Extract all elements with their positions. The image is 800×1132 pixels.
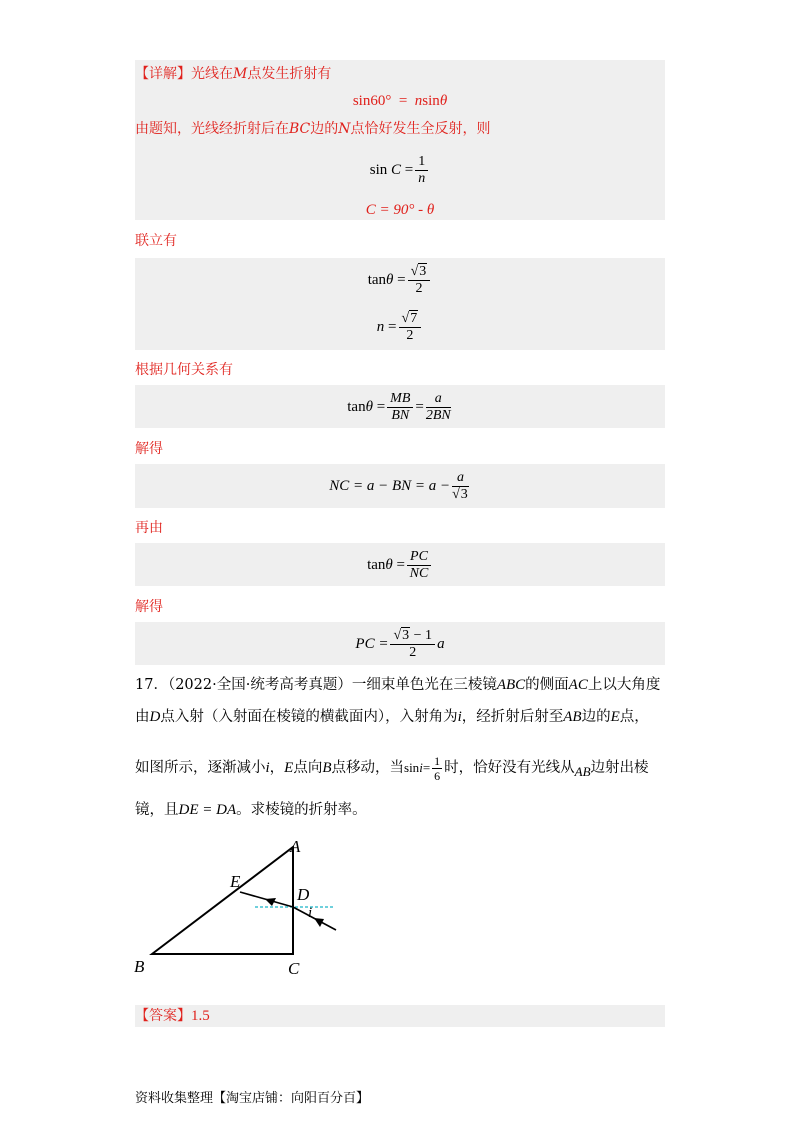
point-e: E (284, 760, 294, 776)
eq6-tan: tan (347, 399, 366, 415)
fraction-one-sixth (432, 754, 442, 783)
q-text: 边的 (581, 709, 611, 725)
q-text: 点入射（入射面在棱镜的横截面内），入射角为 (160, 709, 458, 725)
eq9-left: PC = (355, 636, 389, 652)
eq1-left: sin60° (352, 93, 392, 109)
den: 6 (434, 768, 441, 783)
answer-value: 1.5 (191, 1008, 210, 1024)
eq4-eq: = (397, 272, 406, 288)
side-ac: AC (568, 677, 588, 693)
eq9-den: 2 (409, 645, 417, 661)
eq4-num: 3 (419, 264, 427, 280)
eq6-den1: BN (391, 408, 410, 424)
eq8-eq: = (396, 557, 406, 573)
intro-text: 光线在 (191, 66, 233, 82)
eq6-den2: 2BN (425, 408, 451, 424)
eq1-theta: θ (439, 93, 448, 109)
point-b: B (322, 760, 332, 776)
eq2-num: 1 (415, 154, 428, 171)
footer-note: 资料收集整理【淘宝店铺：向阳百分百】 (135, 1091, 370, 1106)
answer-band (135, 1005, 665, 1027)
equation-critical-angle (135, 150, 665, 190)
equation-tan-pc-nc (135, 545, 665, 585)
label-combine: 联立有 (135, 233, 177, 249)
fraction-pc-value (390, 628, 435, 661)
eq4-theta: θ (386, 272, 394, 288)
fraction-a-over-root3 (452, 470, 469, 503)
q-text: ，经折射后射至 (461, 709, 564, 725)
eq4-den: 2 (415, 281, 423, 297)
eq6-num2: a (426, 391, 451, 408)
angle-i: i (265, 760, 270, 776)
question-17-line-3 (135, 748, 649, 792)
fraction-pc-nc (407, 549, 431, 582)
q-text: 点， (619, 709, 649, 725)
solution-condition (135, 119, 491, 139)
point-n: N (338, 121, 351, 137)
answer-tag: 【答案】 (135, 1008, 191, 1024)
fraction-mb-bn (387, 391, 413, 424)
eq6-eq1: = (376, 399, 386, 415)
q-text: 点向 (293, 760, 323, 776)
eq1-sin: sin (422, 93, 440, 109)
angle-i: i (419, 760, 423, 775)
eq7-num: a (452, 470, 469, 487)
sin: sin (404, 760, 420, 775)
label-a: A (290, 837, 301, 856)
question-17-line-2 (135, 707, 649, 727)
side-ab: AB (563, 709, 582, 725)
label-e: E (230, 872, 241, 891)
prism-figure (130, 830, 360, 980)
label-solve-2: 解得 (135, 599, 163, 615)
eq7-left: NC = a − BN = a − (329, 478, 451, 494)
eq9-a: a (437, 636, 445, 652)
equation-complement: C = 90° - θ (365, 202, 435, 218)
point-d: D (149, 709, 161, 725)
fraction-root3-over-2 (408, 264, 431, 297)
intro-text-2: 点发生折射有 (247, 66, 332, 82)
side-ab: AB (574, 764, 591, 779)
prism-abc: ABC (496, 677, 526, 693)
eq5-den: 2 (406, 328, 414, 344)
eq9-num-rest: − 1 (410, 628, 433, 644)
question-17-line-1 (135, 675, 660, 695)
question-number: 17． (135, 677, 168, 693)
equation-n-value (135, 307, 665, 347)
eq8-den: NC (409, 566, 429, 582)
de-equals-da: DE = DA (178, 802, 237, 818)
detail-tag: 【详解】 (135, 66, 191, 82)
fraction-root7-over-2 (399, 311, 422, 344)
q-text: 一细束单色光在三棱镜 (351, 677, 497, 693)
label-b: B (134, 957, 145, 976)
fraction-a-2bn (426, 391, 451, 424)
equation-tan-ratio (135, 387, 665, 427)
eq6-eq2: = (415, 399, 424, 415)
q-text: 上以大角度 (587, 677, 661, 693)
point-m: M (233, 66, 248, 82)
angle-i: i (457, 709, 462, 725)
sqrt: √7 (401, 311, 418, 327)
solution-intro (135, 64, 331, 84)
label-then: 再由 (135, 520, 163, 536)
answer-line (135, 1006, 210, 1026)
label-i: i (308, 905, 313, 921)
fraction-one-over-n (415, 154, 428, 187)
eq5-eq: = (388, 319, 397, 335)
eq8-num: PC (407, 549, 431, 566)
label-d: D (297, 885, 310, 904)
eq2-c: C (391, 162, 402, 178)
q-text: 边射出棱 (590, 760, 649, 776)
equation-snell (135, 91, 665, 111)
label-c: C (288, 959, 300, 978)
label-geometry: 根据几何关系有 (135, 362, 233, 378)
eq6-theta: θ (365, 399, 373, 415)
eq2-den: n (418, 171, 426, 187)
eq5-n: n (376, 319, 385, 335)
eq6-num1: MB (387, 391, 413, 408)
question-source: （2022·全国·统考高考真题） (167, 677, 352, 693)
solution-band-1 (135, 60, 665, 220)
sqrt: √3 (452, 487, 468, 503)
eq2-sin: sin (369, 162, 388, 178)
q-text: 由 (135, 709, 150, 725)
cond-text-2: 边的 (310, 121, 339, 137)
label-solve-1: 解得 (135, 441, 163, 457)
q-text: 。求棱镜的折射率。 (236, 802, 367, 818)
eq5-num: 7 (410, 311, 418, 327)
q-text: ， (269, 760, 285, 776)
point-e: E (610, 709, 620, 725)
cond-text-1: 由题知，光线经折射后在 (135, 121, 289, 137)
eq8-tan: tan (367, 557, 386, 573)
eq1-n: n (414, 93, 423, 109)
equation-tan-theta (135, 260, 665, 300)
question-17-line-4 (135, 800, 367, 820)
eq1-eq: = (398, 93, 408, 109)
equation-nc (135, 466, 665, 506)
q-text: 镜，且 (135, 802, 179, 818)
eq2-eq: = (404, 162, 414, 178)
eq4-tan: tan (367, 272, 387, 288)
eq: = (422, 760, 431, 775)
sqrt: √3 (410, 264, 427, 280)
side-bc: BC (289, 121, 311, 137)
eq7-den: 3 (460, 487, 468, 503)
q-text: 时，恰好没有光线从 (444, 760, 575, 776)
num: 1 (434, 753, 441, 768)
cond-text-3: 点恰好发生全反射，则 (350, 121, 491, 137)
q-text: 的侧面 (525, 677, 569, 693)
sqrt: √3 (393, 628, 410, 644)
eq9-num-rad: 3 (402, 628, 410, 644)
q-text: 点移动，当 (331, 760, 405, 776)
eq8-theta: θ (385, 557, 393, 573)
q-text: 如图所示，逐渐减小 (135, 760, 266, 776)
equation-pc (135, 624, 665, 664)
